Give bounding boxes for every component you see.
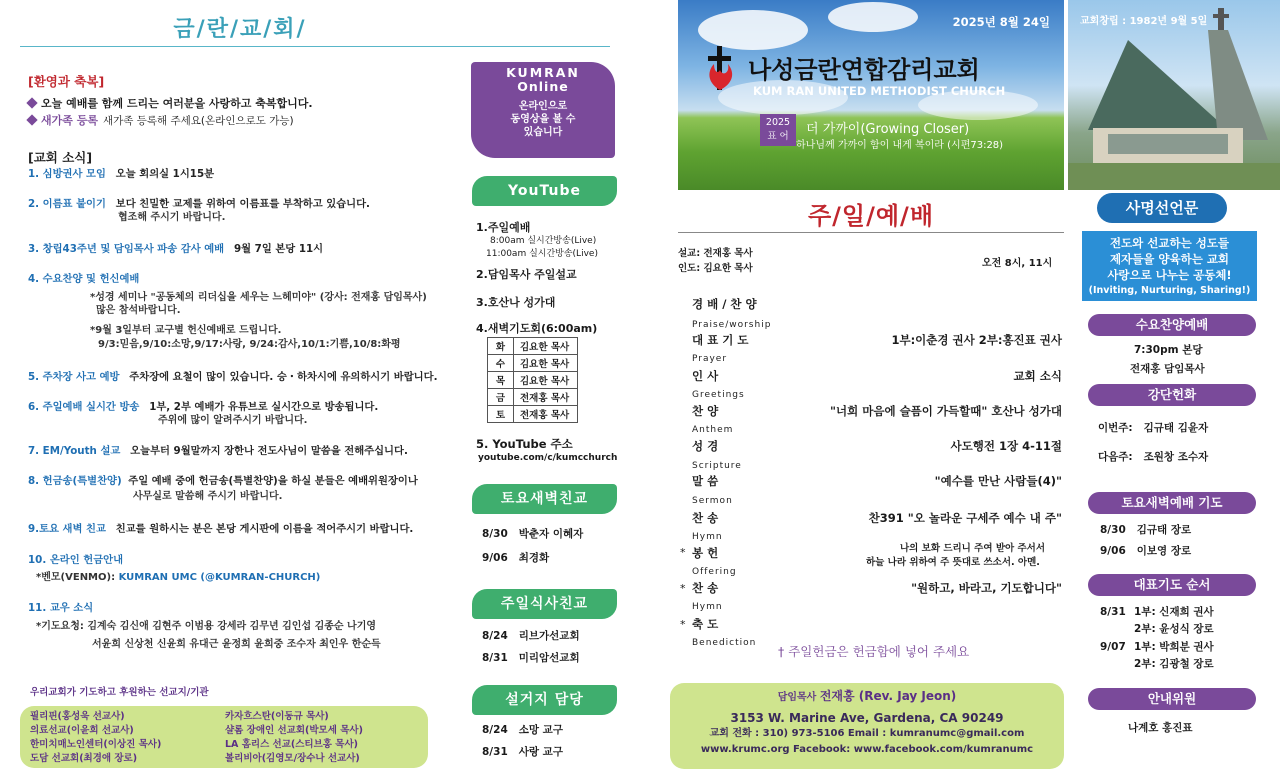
date: 8/31: [482, 652, 508, 664]
mission-statement-box: [1082, 231, 1257, 301]
dawn-name: 김요한 목사: [514, 338, 578, 355]
news-item-title: 3. 창립43주년 및 담임목사 파송 감사 예배: [28, 243, 225, 255]
news-item-desc: 9월 7일 본당 11시: [233, 243, 324, 255]
order-label: 경 배 / 찬 양: [692, 297, 757, 311]
order-en: Hymn: [692, 532, 723, 542]
order-label: 찬 송: [692, 581, 719, 595]
mission-line: 사랑으로 나누는 공동체!: [1107, 268, 1232, 282]
order-label: 축 도: [692, 617, 719, 631]
hosanna-title: 3.호산나 성가대: [476, 296, 556, 309]
worship-title: 주/일/예/배: [807, 202, 935, 230]
order-en: Sermon: [692, 496, 733, 506]
names: 1부: 박희분 권사: [1134, 641, 1214, 653]
list-item: [482, 744, 563, 759]
order-en: Benediction: [692, 638, 757, 648]
names: 박춘자 이혜자: [518, 528, 584, 540]
standing-mark: *: [680, 618, 686, 631]
news-item-desc: 오늘 회의실 1시15분: [115, 168, 215, 180]
mission-item: 필리핀(홍성욱 선교사): [30, 711, 125, 722]
church-phone-email[interactable]: 교회 전화 : 310) 973-5106 Email : kumranumc@gmail.com: [709, 728, 1025, 739]
news-item-desc: 친교를 원하시는 분은 본당 게시판에 이름을 적어주시기 바랍니다.: [115, 523, 414, 535]
cross-flame-logo-icon: [700, 44, 740, 92]
list-item: [1100, 543, 1191, 558]
order-row-prayer: [692, 332, 1062, 348]
news-item-5: [28, 370, 438, 384]
wednesday-leader: 전재홍 담임목사: [1130, 363, 1205, 375]
list-item: [1098, 449, 1208, 464]
date: 9/06: [482, 552, 508, 564]
news-title: 금/란/교/회/: [173, 17, 307, 42]
names: 2부: 윤성식 장로: [1134, 623, 1214, 635]
saturday-prayer-pill: 토요새벽예배 기도: [1088, 492, 1256, 514]
order-label: 인 사: [692, 369, 719, 383]
order-value: "너희 마음에 슬픔이 가득할때" 호산나 성가대: [830, 404, 1062, 418]
contact-box: [670, 683, 1064, 769]
venmo-account: KUMRAN UMC (@KUMRAN-CHURCH): [118, 572, 321, 583]
year-badge-year: 2025: [765, 117, 791, 128]
missions-title: 우리교회가 기도하고 후원하는 선교지/기관: [30, 687, 209, 698]
welcome-text-1: 오늘 예배를 함께 드리는 여러분을 사랑하고 축복합니다.: [41, 97, 313, 110]
order-value: 교회 소식: [1013, 369, 1062, 383]
list-item: [1100, 522, 1191, 537]
news-item-7: [28, 444, 408, 458]
order-row-scripture: [692, 438, 1062, 454]
label: 다음주:: [1098, 451, 1133, 463]
divider: [20, 46, 610, 47]
altar-flowers-pill: 강단헌화: [1088, 384, 1256, 406]
youtube-address-title: 5. YouTube 주소: [476, 437, 573, 451]
mission-statement-pill: 사명선언문: [1097, 193, 1227, 223]
order-en: Prayer: [692, 354, 728, 364]
order-en: Offering: [692, 567, 737, 577]
kumran-title: KUMRAN: [506, 65, 580, 80]
date: 9/07: [1100, 641, 1126, 653]
church-name: 나성금란연합감리교회: [748, 56, 980, 84]
dawn-name: 전재홍 목사: [514, 389, 578, 406]
names: 김규태 장로: [1136, 524, 1192, 536]
wednesday-time: 7:30pm 본당: [1134, 344, 1203, 356]
list-item: [1100, 621, 1214, 636]
order-row-sermon: [692, 473, 1062, 489]
offering-song-1: 나의 보화 드리니 주여 받아 주서서: [900, 543, 1046, 554]
standing-mark: *: [680, 546, 686, 559]
order-en: Greetings: [692, 390, 745, 400]
order-row-benediction: [692, 616, 1062, 632]
date: 8/24: [482, 630, 508, 642]
hero-banner: [678, 0, 1064, 190]
dawn-day: 화: [488, 338, 514, 355]
table-row: [488, 389, 578, 406]
table-row: [488, 338, 578, 355]
venmo-label: *벤모(VENMO):: [36, 572, 119, 583]
sunday-8am: 8:00am 실시간방송(Live): [490, 236, 597, 246]
order-value: "예수를 만난 사람들(4)": [934, 474, 1062, 488]
news-item-9: [28, 522, 413, 536]
service-time: 오전 8시, 11시: [982, 258, 1053, 269]
church-address: 3153 W. Marine Ave, Gardena, CA 90249: [730, 711, 1004, 725]
welcome-line-2: [28, 112, 294, 128]
news-item-title: 2. 이름표 붙이기: [28, 198, 106, 210]
year-badge: [760, 114, 796, 146]
church-news-heading: [교회 소식]: [28, 150, 93, 165]
saturday-fellowship-pill: 토요새벽친교: [472, 484, 617, 514]
youtube-address[interactable]: youtube.com/c/kumcchurch: [478, 453, 618, 463]
news-item-4: [28, 272, 139, 286]
news-item-8-desc2: 사무실로 말씀해 주시기 바랍니다.: [133, 491, 283, 502]
news-item-2-desc2: 협조해 주시기 바랍니다.: [118, 212, 226, 223]
news-item-6-desc2: 주위에 많이 알려주시기 바랍니다.: [158, 415, 308, 426]
news-item-1: [28, 167, 214, 181]
label: 이번주:: [1098, 422, 1133, 434]
news-item-title: 4. 수요찬양 및 헌신예배: [28, 273, 140, 285]
names: 사랑 교구: [518, 746, 563, 758]
mission-line: 제자들을 양육하는 교회: [1109, 252, 1230, 266]
list-item: [482, 550, 549, 565]
mission-line-en: (Inviting, Nurturing, Sharing!): [1088, 285, 1251, 296]
order-value: 1부:이춘경 권사 2부:홍진표 권사: [891, 333, 1062, 347]
mission-item: 의료선교(이윤희 선교사): [30, 725, 134, 736]
news-item-10-venmo: [36, 571, 320, 585]
welcome-line-1: [28, 95, 313, 111]
news-item-title: 1. 심방권사 모임: [28, 168, 106, 180]
date: 9/06: [1100, 545, 1126, 557]
mission-item: 한미치매노인센터(이상진 목사): [30, 739, 162, 750]
date: 8/30: [482, 528, 508, 540]
names: 조원창 조수자: [1143, 451, 1209, 463]
divider: [678, 232, 1064, 233]
news-item-desc: 주차장에 요철이 많이 있습니다. 승・하차시에 유의하시기 바랍니다.: [129, 371, 438, 383]
list-item: [1100, 639, 1214, 654]
pastor-line: [670, 688, 1064, 706]
mission-line: 전도와 선교하는 성도들: [1109, 236, 1230, 250]
order-row-hymn-1: [692, 510, 1062, 526]
mission-item: 볼리비아(김영모/장수나 선교사): [225, 753, 360, 764]
names: 미리암선교회: [518, 652, 580, 664]
order-row-greetings: [692, 368, 1062, 384]
news-item-title: 9.토요 새벽 친교: [28, 523, 106, 535]
church-building-photo: [1068, 0, 1280, 190]
wednesday-worship-pill: 수요찬양예배: [1088, 314, 1256, 336]
news-item-title: 11. 교우 소식: [28, 602, 94, 614]
sunday-11am: 11:00am 실시간방송(Live): [486, 249, 598, 259]
dawn-name: 김요한 목사: [514, 372, 578, 389]
order-en: Anthem: [692, 425, 734, 435]
list-item: [1100, 604, 1214, 619]
order-label: 대 표 기 도: [692, 333, 749, 347]
news-item-desc: 오늘부터 9월말까지 장한나 전도사님이 말씀을 전해주십니다.: [130, 445, 408, 457]
names: 최경화: [518, 552, 550, 564]
news-item-11-sub2: 서윤희 신상천 신윤희 유대근 윤정희 윤희중 조수자 최인우 한순득: [92, 639, 381, 650]
diamond-bullet-icon: [26, 97, 37, 108]
mission-item: 도담 선교회(최경애 장로): [30, 753, 138, 764]
news-item-3: [28, 242, 323, 256]
new-family-desc: 새가족 등록해 주세요(온라인으로도 가능): [102, 114, 294, 127]
offering-song-2: 하늘 나라 위하여 주 뜻대로 쓰소서. 아멘.: [866, 557, 1040, 568]
new-family-title: 새가족 등록: [41, 114, 98, 127]
date: 8/31: [482, 746, 508, 758]
kumran-text: 있습니다: [523, 127, 563, 138]
list-item: [1100, 656, 1214, 671]
names: 이보영 장로: [1136, 545, 1192, 557]
kumran-text: 온라인으로: [518, 101, 568, 112]
bulletin-date: 2025년 8월 24일: [952, 15, 1050, 29]
youtube-pill: YouTube: [472, 176, 617, 206]
news-item-2: [28, 197, 370, 211]
mission-item: 샬롬 장애인 선교회(박모세 목사): [225, 725, 363, 736]
missions-box: [20, 706, 428, 768]
church-web[interactable]: www.krumc.org Facebook: www.facebook.com/kumranumc: [700, 744, 1034, 755]
mission-item: LA 홈리스 선교(스티브홍 목사): [225, 739, 358, 750]
representative-prayer-pill: 대표기도 순서: [1088, 574, 1256, 596]
names: 김규태 김윤자: [1143, 422, 1209, 434]
order-label: 성 경: [692, 439, 719, 453]
order-value: "원하고, 바라고, 기도합니다": [911, 581, 1062, 595]
news-item-title: 8. 헌금송(특별찬양): [28, 475, 122, 487]
ushers: 나계호 홍진표: [1128, 722, 1193, 734]
standing-mark: *: [680, 582, 686, 595]
church-name-en: KUM RAN UNITED METHODIST CHURCH: [753, 84, 1006, 98]
year-badge-label: 표 어: [767, 131, 789, 142]
dawn-name: 전재홍 목사: [514, 406, 578, 423]
sunday-lunch-pill: 주일식사친교: [472, 589, 617, 619]
order-label: 찬 양: [692, 404, 719, 418]
news-item-6: [28, 400, 378, 414]
welcome-heading: [환영과 축복]: [28, 74, 105, 89]
order-row-anthem: [692, 403, 1062, 419]
order-label: 말 씀: [692, 474, 719, 488]
diamond-bullet-icon: [26, 114, 37, 125]
order-en: Scripture: [692, 461, 742, 471]
dawn-day: 목: [488, 372, 514, 389]
news-item-desc: 보다 친밀한 교제를 위하여 이름표를 부착하고 있습니다.: [115, 198, 370, 210]
table-row: [488, 355, 578, 372]
list-item: [1098, 420, 1208, 435]
order-value: 사도행전 1장 4-11절: [950, 439, 1062, 453]
list-item: [482, 628, 580, 643]
order-en: Hymn: [692, 602, 723, 612]
online-title: Online: [517, 79, 569, 94]
sermon-title: 2.담임목사 주일설교: [476, 268, 577, 281]
ushers-pill: 안내위원: [1088, 688, 1256, 710]
news-item-4-sub4: 9/3:믿음,9/10:소망,9/17:사랑, 9/24:감사,10/1:기쁨,10/8:화평: [98, 339, 401, 350]
news-item-10: [28, 553, 123, 567]
kumran-text: 동영상을 볼 수: [510, 114, 576, 125]
order-en: Praise/worship: [692, 320, 772, 330]
dawn-day: 금: [488, 389, 514, 406]
news-item-title: 7. EM/Youth 설교: [28, 445, 121, 457]
table-row: [488, 372, 578, 389]
news-item-4-sub1: *성경 세미나 "공동체의 리더십을 세우는 느헤미야" (강사: 전재홍 담임목사): [90, 292, 427, 303]
motto-verse: 하나님께 가까이 함이 내게 복이라 (시편73:28): [796, 140, 1004, 151]
preacher: 설교: 전재홍 목사: [678, 248, 753, 259]
order-label: 찬 송: [692, 511, 719, 525]
date: 8/31: [1100, 606, 1126, 618]
news-item-desc: 1부, 2부 예배가 유튜브로 실시간으로 방송됩니다.: [149, 401, 379, 413]
order-row-praise: [692, 296, 1062, 312]
mission-item: 카자흐스탄(이동규 목사): [225, 711, 329, 722]
list-item: [482, 722, 563, 737]
dawn-title: 4.새벽기도회(6:00am): [476, 322, 598, 335]
dawn-prayer-table: [487, 337, 578, 423]
names: 2부: 김광철 장로: [1134, 658, 1214, 670]
news-item-4-sub3: *9월 3일부터 교구별 헌신예배로 드립니다.: [90, 325, 282, 336]
pastor-name: 전재홍 (Rev. Jay Jeon): [819, 689, 957, 703]
dawn-name: 김요한 목사: [514, 355, 578, 372]
dawn-day: 수: [488, 355, 514, 372]
table-row: [488, 406, 578, 423]
motto: 더 가까이(Growing Closer): [806, 122, 970, 137]
list-item: [482, 526, 583, 541]
news-item-title: 5. 주차장 사고 예방: [28, 371, 120, 383]
names: 1부: 신재희 권사: [1134, 606, 1214, 618]
leader: 인도: 김요한 목사: [678, 263, 753, 274]
names: 리브가선교회: [518, 630, 580, 642]
order-row-hymn-2: [692, 580, 1062, 596]
news-item-8: [28, 474, 418, 488]
dawn-day: 토: [488, 406, 514, 423]
date: 8/24: [482, 724, 508, 736]
dishwashing-pill: 설거지 담당: [472, 685, 617, 715]
order-label: 봉 헌: [692, 546, 719, 560]
pastor-label: 담임목사: [777, 692, 820, 703]
offering-note: † 주일헌금은 헌금함에 넣어 주세요: [778, 644, 970, 659]
founded-date: 교회창립 : 1982년 9월 5일: [1080, 16, 1208, 27]
news-item-title: 6. 주일예배 실시간 방송: [28, 401, 140, 413]
order-value: 찬391 "오 놀라운 구세주 예수 내 주": [868, 511, 1062, 525]
date: 8/30: [1100, 524, 1126, 536]
news-item-4-sub2: 많은 참석바랍니다.: [96, 305, 181, 316]
kumran-online-box: [471, 62, 615, 158]
list-item: [482, 650, 580, 665]
names: 소망 교구: [518, 724, 563, 736]
news-item-title: 10. 온라인 헌금안내: [28, 554, 124, 566]
church-building-icon: [1068, 0, 1280, 190]
news-item-desc: 주일 예배 중에 헌금송(특별찬양)을 하실 분들은 예배위원장이나: [128, 475, 418, 487]
news-item-11: [28, 601, 93, 615]
news-item-11-sub1: *기도요청: 김계숙 김신애 김현주 이범용 강세라 김무년 김인섭 김종순 나기영: [36, 621, 377, 632]
sunday-title: 1.주일예배: [476, 221, 531, 234]
